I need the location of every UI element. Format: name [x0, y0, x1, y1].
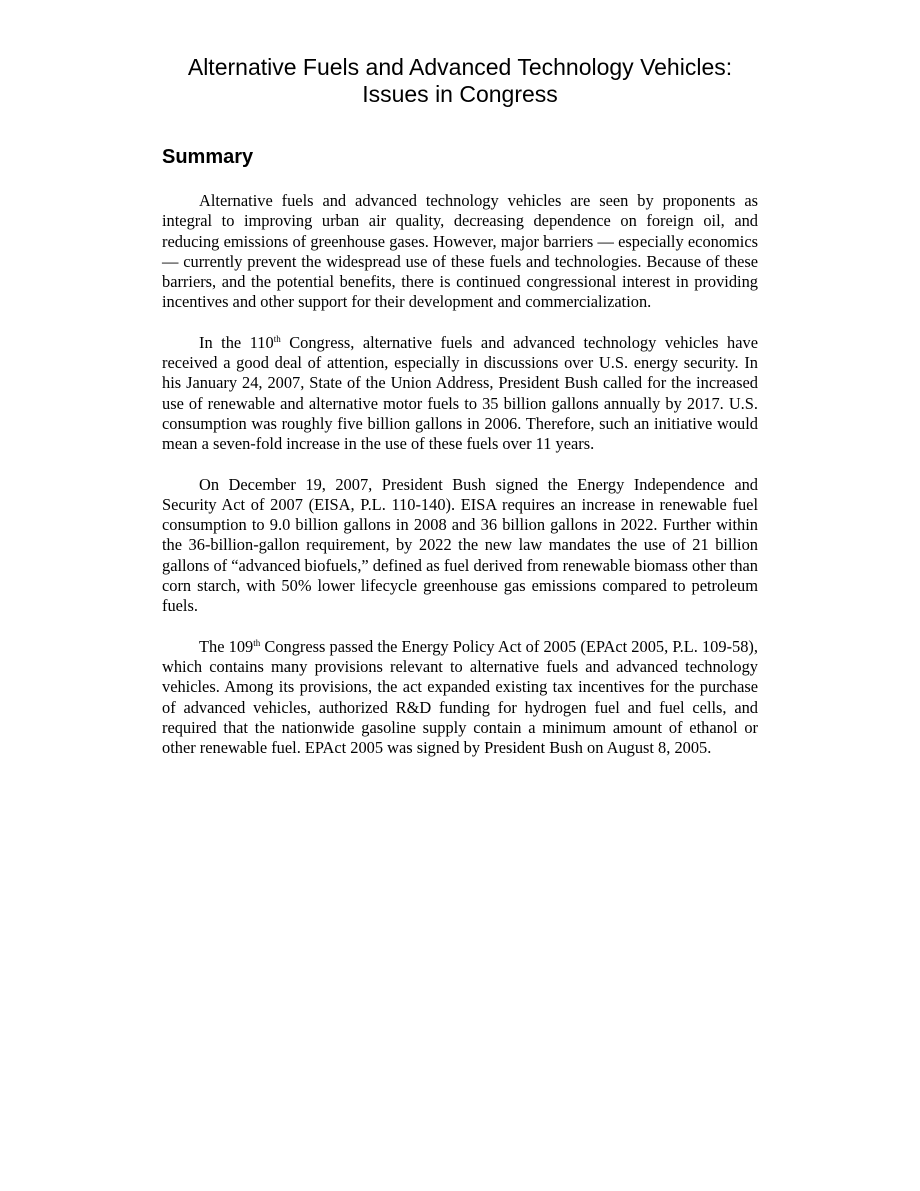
paragraph-2-ordinal-suffix: th — [273, 333, 281, 344]
summary-paragraph-4 — [162, 637, 758, 759]
paragraph-2-rest: Congress, alternative fuels and advanced technology vehicles have received a good deal of attention, especially in discussions over U.S. energy security. In his January 24, 2007, State of the Union Address, President Bush called for the increased use of renewable and alternative motor fuels to 35 billion gallons annually by 2017. U.S. consumption was roughly five billion gallons in 2006. Therefore, such an initiative would mean a seven-fold increase in the use of these fuels over 11 years. — [162, 332, 758, 454]
paragraph-4-rest: Congress passed the Energy Policy Act of 2005 (EPAct 2005, P.L. 109-58), which contains many provisions relevant to alternative fuels and advanced technology vehicles. Among its provisions, the act expanded existing tax incentives for the purchase of advanced vehicles, authorized R&D funding for hydrogen fuel and fuel cells, and required that the nationwide gasoline supply contain a minimum amount of ethanol or other renewable fuel. EPAct 2005 was signed by President Bush on August 8, 2005. — [162, 636, 758, 758]
summary-paragraph-2 — [162, 333, 758, 455]
paragraph-4-ordinal-suffix: th — [253, 637, 261, 648]
paragraph-2-lead: In the 110 — [199, 332, 274, 352]
document-title-line-2: Issues in Congress — [362, 81, 558, 107]
paragraph-3-text: On December 19, 2007, President Bush signed the Energy Independence and Security Act of 2007 (EISA, P.L. 110-140). EISA requires an increase in renewable fuel consumption to 9.0 billion gallons in 2008 and 36 billion gallons in 2022. Further within the 36-billion-gallon requirement, by 2022 the new law mandates the use of 21 billion gallons of “advanced biofuels,” defined as fuel derived from renewable biomass other than corn starch, with 50% lower lifecycle greenhouse gas emissions compared to petroleum fuels. — [162, 474, 758, 616]
summary-paragraph-1 — [162, 191, 758, 313]
document-title-line-1: Alternative Fuels and Advanced Technology Vehicles: — [187, 54, 733, 80]
section-heading-summary: Summary — [162, 146, 254, 168]
document-title — [162, 54, 758, 108]
paragraph-4-lead: The 109 — [199, 636, 254, 656]
paragraph-1-text: Alternative fuels and advanced technology vehicles are seen by proponents as integral to improving urban air quality, decreasing dependence on foreign oil, and reducing emissions of greenhouse gases. However, major barriers — especially economics — currently prevent the widespread use of these fuels and technologies. Because of these barriers, and the potential benefits, there is continued congressional interest in providing incentives and other support for their development and commercialization. — [162, 191, 758, 312]
document-page — [162, 54, 758, 758]
summary-paragraph-3 — [162, 475, 758, 617]
